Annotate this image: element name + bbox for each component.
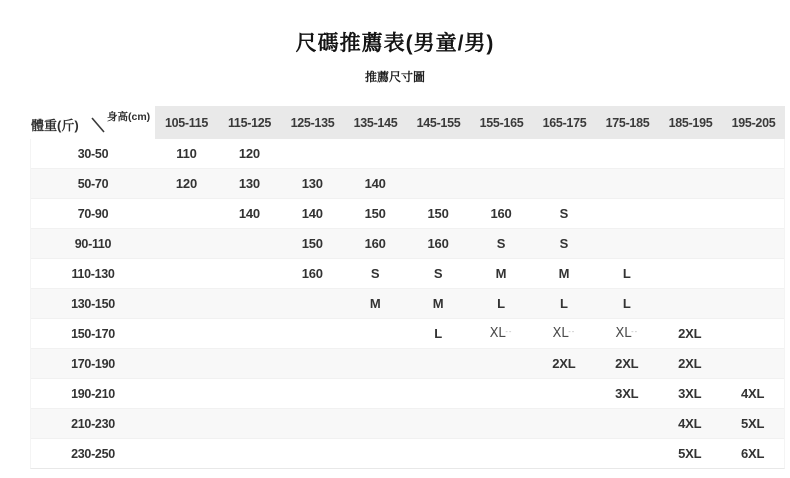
size-cell: 110	[176, 146, 197, 161]
size-cell: 4XL	[740, 386, 765, 401]
row-label: 190-210	[71, 386, 115, 401]
size-cell: 3XL	[678, 386, 702, 401]
size-cell: S	[370, 266, 380, 281]
table-row	[31, 168, 784, 198]
corner-cell	[30, 106, 155, 139]
column-header: 155-165	[479, 115, 524, 130]
column-header: 165-175	[542, 115, 587, 130]
size-cell: S	[433, 266, 443, 281]
size-cell: 120	[238, 146, 260, 161]
size-cell: L	[434, 326, 442, 341]
size-cell: S	[559, 236, 569, 251]
size-cell: 160	[364, 236, 386, 251]
size-cell: S	[496, 236, 506, 251]
height-axis-label: 身高(cm)	[107, 111, 151, 123]
size-cell: 140	[364, 176, 386, 191]
size-table	[30, 106, 785, 469]
column-header: 145-155	[416, 115, 461, 130]
column-header: 105-115	[164, 115, 209, 130]
table-row	[31, 288, 784, 318]
size-cell: L	[622, 266, 631, 281]
row-label: 170-190	[71, 356, 115, 371]
size-cell: 130	[301, 176, 323, 191]
column-header: 125-135	[290, 115, 335, 130]
size-cell: 2XL	[615, 356, 639, 371]
weight-axis-label: 體重(斤)	[31, 118, 79, 133]
column-header: 135-145	[353, 115, 398, 130]
table-row	[31, 348, 784, 378]
table-row	[31, 318, 784, 348]
row-label: 130-150	[71, 296, 115, 311]
column-header: 115-125	[227, 115, 272, 130]
size-cell: 3XL	[615, 386, 639, 401]
size-cell: 5XL	[740, 416, 765, 431]
size-cell: 2XL	[678, 356, 702, 371]
row-label: 70-90	[77, 206, 109, 221]
size-cell: M	[558, 266, 570, 281]
row-label: 150-170	[71, 326, 115, 341]
table-row	[31, 438, 784, 468]
size-cell: XL --	[595, 326, 658, 341]
size-cell: 150	[427, 206, 449, 221]
size-cell: 5XL	[678, 446, 702, 461]
size-cell: 2XL	[678, 326, 702, 341]
size-cell: 120	[175, 176, 197, 191]
table-header-row	[30, 106, 785, 139]
size-cell: XL --	[470, 326, 533, 341]
table-row	[31, 198, 784, 228]
size-cell: XL --	[532, 326, 595, 341]
page-title: 尺碼推薦表(男童/男)	[295, 32, 495, 55]
size-cell: 160	[490, 206, 512, 221]
table-row	[31, 408, 784, 438]
size-cell: 160	[427, 236, 449, 251]
size-cell: M	[369, 296, 381, 311]
column-header: 195-205	[731, 115, 776, 130]
size-cell: 160	[301, 266, 323, 281]
row-label: 50-70	[77, 176, 109, 191]
table-body	[30, 139, 785, 469]
page-subtitle: 推薦尺寸圖	[364, 70, 425, 84]
row-label: 90-110	[74, 236, 112, 251]
table-row	[31, 228, 784, 258]
table-row	[31, 139, 784, 168]
size-cell: 130	[238, 176, 260, 191]
size-cell: L	[497, 296, 505, 311]
size-cell: 6XL	[740, 446, 765, 461]
column-headers-band	[155, 106, 785, 139]
size-cell: 4XL	[678, 416, 702, 431]
size-cell: M	[495, 266, 507, 281]
size-chart-page	[0, 27, 790, 469]
column-header: 185-195	[668, 115, 713, 130]
size-cell: S	[559, 206, 569, 221]
size-cell: L	[560, 296, 568, 311]
row-label: 30-50	[77, 146, 109, 161]
row-label: 110-130	[71, 266, 115, 281]
size-cell: 150	[301, 236, 323, 251]
size-cell: 140	[301, 206, 323, 221]
size-cell: 140	[238, 206, 260, 221]
table-row	[31, 258, 784, 288]
size-cell: M	[432, 296, 444, 311]
row-label: 210-230	[71, 416, 115, 431]
diagonal-line-icon	[90, 116, 107, 135]
size-cell: 150	[364, 206, 386, 221]
table-row	[31, 378, 784, 408]
size-cell: L	[622, 296, 631, 311]
size-cell: 2XL	[552, 356, 576, 371]
row-label: 230-250	[71, 446, 115, 461]
column-header: 175-185	[605, 115, 650, 130]
